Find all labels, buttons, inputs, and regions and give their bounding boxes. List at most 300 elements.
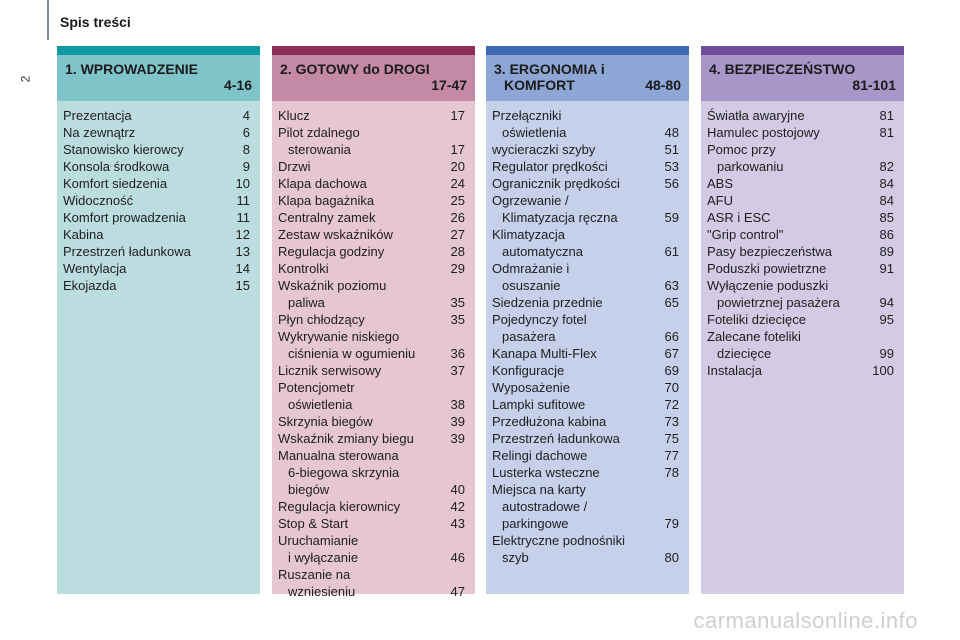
toc-entry-page: 70 (664, 380, 679, 395)
toc-entry[interactable] (492, 226, 679, 260)
toc-entry-title (707, 260, 874, 277)
toc-entry-page: 35 (450, 312, 465, 327)
toc-entry-title (278, 311, 445, 328)
toc-entry[interactable] (278, 447, 465, 498)
toc-entry-title (63, 175, 230, 192)
toc-entry-title (63, 124, 237, 141)
toc-entry-title (492, 430, 659, 447)
toc-entry-title (278, 107, 445, 124)
toc-entry-line: Hamulec postojowy (707, 125, 820, 140)
toc-entry[interactable] (492, 107, 679, 141)
toc-entry-line: powietrznej pasażera (717, 295, 840, 310)
toc-entry-page: 85 (879, 210, 894, 225)
toc-entry-page: 11 (236, 193, 250, 208)
toc-entry-line: Regulacja kierownicy (278, 499, 401, 514)
section-entries (701, 101, 904, 594)
toc-entry-title (278, 124, 445, 158)
toc-entry-page: 53 (664, 159, 679, 174)
toc-entry-line: Licznik serwisowy (278, 363, 382, 378)
toc-entry-line: Kabina (63, 227, 104, 242)
toc-entry-line: szyb (502, 550, 529, 565)
section-title: 2. GOTOWY do DROGI (280, 61, 430, 77)
toc-entry[interactable] (278, 430, 465, 447)
toc-entry[interactable] (278, 515, 465, 532)
toc-entry-page: 81 (879, 108, 894, 123)
toc-entry-page: 72 (664, 397, 679, 412)
toc-entry-line: Siedzenia przednie (492, 295, 603, 310)
toc-entry-line: Konfiguracje (492, 363, 565, 378)
toc-entry-title (492, 158, 659, 175)
toc-entry-line: Regulacja godziny (278, 244, 385, 259)
toc-entry-line: AFU (707, 193, 733, 208)
toc-entry-line: Wskaźnik zmiany biegu (278, 431, 414, 446)
toc-entry-line: Pojedynczy fotel (492, 312, 587, 327)
toc-entry-line: Poduszki powietrzne (707, 261, 827, 276)
toc-entry-line: i wyłączanie (288, 550, 359, 565)
toc-entry-line: Światła awaryjne (707, 108, 805, 123)
section-introduction (57, 46, 260, 594)
toc-entry-line: wycieraczki szyby (492, 142, 596, 157)
toc-entry-line: Skrzynia biegów (278, 414, 373, 429)
toc-entry-page: 13 (235, 244, 250, 259)
toc-entry-page: 67 (664, 346, 679, 361)
toc-entry-line: Klucz (278, 108, 310, 123)
toc-entry-line: Przełączniki (492, 108, 562, 123)
toc-entry-title (492, 396, 659, 413)
toc-entry[interactable] (707, 175, 894, 192)
toc-entry-line: Ruszanie na (278, 567, 351, 582)
toc-entry-title (707, 141, 874, 175)
toc-entry-line: Pomoc przy (707, 142, 776, 157)
toc-entry-line: ABS (707, 176, 734, 191)
toc-entry-title (707, 311, 874, 328)
toc-entry-line: Kontrolki (278, 261, 329, 276)
toc-entry-page: 26 (450, 210, 465, 225)
toc-entry-title (492, 362, 659, 379)
toc-entry-title (278, 498, 445, 515)
toc-entry-line: sterowania (288, 142, 351, 157)
toc-entry-title (707, 226, 874, 243)
toc-entry[interactable] (707, 260, 894, 277)
toc-entry[interactable] (63, 107, 250, 124)
toc-entry-page: 24 (450, 176, 465, 191)
toc-entry-line: Lampki sufitowe (492, 397, 586, 412)
toc-entry-line: Elektryczne podnośniki (492, 533, 625, 548)
toc-entry[interactable] (492, 158, 679, 175)
toc-entry[interactable] (278, 158, 465, 175)
toc-entry[interactable] (278, 532, 465, 566)
toc-entry-line: Prezentacja (63, 108, 132, 123)
toc-entry[interactable] (63, 124, 250, 141)
toc-entry[interactable] (707, 107, 894, 124)
toc-entry[interactable] (492, 345, 679, 362)
toc-entry-line: Lusterka wsteczne (492, 465, 600, 480)
toc-entry-line: Centralny zamek (278, 210, 376, 225)
toc-entry-page: 59 (664, 210, 679, 225)
toc-entry-page: 95 (879, 312, 894, 327)
toc-entry[interactable] (707, 124, 894, 141)
section-heading[interactable] (701, 55, 904, 101)
toc-entry-title (63, 107, 237, 124)
toc-entry-page: 69 (664, 363, 679, 378)
toc-entry-title (63, 277, 230, 294)
toc-entry[interactable] (492, 192, 679, 226)
toc-entry[interactable] (492, 430, 679, 447)
toc-entry-title (278, 447, 445, 498)
toc-entry-title (63, 260, 230, 277)
toc-entry-line: Klapa dachowa (278, 176, 367, 191)
toc-entry-line: Ogrzewanie / (492, 193, 569, 208)
toc-entry-title (278, 413, 445, 430)
toc-entry[interactable] (707, 277, 894, 311)
toc-entry-line: Stop & Start (278, 516, 349, 531)
toc-entry-page: 48 (664, 125, 679, 140)
toc-entry-page: 17 (450, 142, 465, 157)
toc-entry-page: 86 (879, 227, 894, 242)
toc-entry-title (278, 175, 445, 192)
toc-entry[interactable] (492, 141, 679, 158)
toc-entry-title (492, 345, 659, 362)
section-title: 1. WPROWADZENIE (65, 61, 199, 77)
left-rule (47, 0, 49, 40)
toc-entry[interactable] (492, 294, 679, 311)
section-heading[interactable] (486, 55, 689, 101)
toc-entry-title (63, 192, 231, 209)
toc-entry[interactable] (707, 362, 894, 379)
toc-entry-line: Manualna sterowana (278, 448, 399, 463)
toc-entry-title (492, 447, 659, 464)
section-page-range: 4-16 (223, 77, 252, 93)
toc-entry-title (492, 379, 659, 396)
toc-entry-page: 51 (664, 142, 679, 157)
toc-entry-title (707, 277, 874, 311)
toc-entry-page: 28 (450, 244, 465, 259)
toc-entry[interactable] (707, 328, 894, 362)
toc-entry[interactable] (63, 175, 250, 192)
toc-entry-page: 25 (450, 193, 465, 208)
toc-entry[interactable] (63, 209, 250, 226)
toc-entry-page: 9 (242, 159, 250, 174)
section-color-bar (701, 46, 904, 55)
toc-entry[interactable] (278, 243, 465, 260)
toc-entry-page: 46 (450, 550, 465, 565)
toc-entry-line: Klapa bagażnika (278, 193, 375, 208)
toc-entry-line: Zestaw wskaźników (278, 227, 393, 242)
section-entries (272, 101, 475, 599)
toc-entry-line: ASR i ESC (707, 210, 771, 225)
toc-entry-line: Konsola środkowa (63, 159, 170, 174)
toc-entry-title (492, 192, 659, 226)
toc-entry-title (278, 277, 445, 311)
toc-entry[interactable] (63, 141, 250, 158)
toc-entry-title (492, 532, 659, 566)
toc-entry-title (278, 328, 445, 362)
toc-entry-title (278, 158, 445, 175)
toc-entry-page: 29 (450, 261, 465, 276)
toc-entry-line: ciśnienia w ogumieniu (288, 346, 416, 361)
toc-entry-title (63, 158, 237, 175)
toc-entry-line: Wskaźnik poziomu (278, 278, 387, 293)
toc-entry-line: Wentylacja (63, 261, 127, 276)
toc-entry-line: Drzwi (278, 159, 311, 174)
toc-entry-page: 20 (450, 159, 465, 174)
toc-entry-title (707, 107, 874, 124)
toc-entry-line: Przestrzeń ładunkowa (492, 431, 620, 446)
toc-entry-page: 8 (242, 142, 250, 157)
toc-entry-title (492, 311, 659, 345)
toc-entry[interactable] (278, 277, 465, 311)
toc-entry-line: oświetlenia (502, 125, 567, 140)
toc-entry[interactable] (278, 124, 465, 158)
toc-entry-title (63, 243, 230, 260)
toc-entry-line: Ogranicznik prędkości (492, 176, 620, 191)
toc-entry-title (278, 515, 445, 532)
toc-entry-title (492, 413, 659, 430)
toc-entry-page: 17 (450, 108, 465, 123)
toc-entry-page: 27 (450, 227, 465, 242)
toc-entry-line: Instalacja (707, 363, 762, 378)
toc-entry-title (492, 260, 659, 294)
section-color-bar (57, 46, 260, 55)
toc-entry-page: 66 (664, 329, 679, 344)
toc-entry-page: 15 (235, 278, 250, 293)
toc-entry-line: Miejsca na karty (492, 482, 586, 497)
toc-entry[interactable] (492, 413, 679, 430)
toc-entry-page: 80 (664, 550, 679, 565)
watermark: carmanualsonline.info (693, 608, 918, 633)
toc-entry-line: parkingowe (502, 516, 569, 531)
toc-entry-line: Foteliki dziecięce (707, 312, 806, 327)
toc-entry-page: 11 (236, 210, 250, 225)
toc-entry-page: 89 (879, 244, 894, 259)
toc-entry-line: Klimatyzacja ręczna (502, 210, 618, 225)
toc-entry[interactable] (278, 413, 465, 430)
toc-entry[interactable] (63, 158, 250, 175)
toc-entry[interactable] (63, 260, 250, 277)
toc-entry-line: Potencjometr (278, 380, 355, 395)
toc-entry-title (707, 192, 874, 209)
toc-entry-page: 63 (664, 278, 679, 293)
page-number: 2 (18, 75, 33, 83)
toc-entry[interactable] (492, 362, 679, 379)
toc-entry-line: osuszanie (502, 278, 561, 293)
toc-entry-line: Stanowisko kierowcy (63, 142, 184, 157)
toc-entry-page: 78 (664, 465, 679, 480)
toc-entry[interactable] (278, 209, 465, 226)
toc-entry-line: Komfort siedzenia (63, 176, 168, 191)
toc-entry-title (707, 243, 874, 260)
toc-entry[interactable] (63, 277, 250, 294)
toc-entry-title (707, 175, 874, 192)
toc-entry[interactable] (492, 481, 679, 532)
toc-entry-page: 4 (242, 108, 250, 123)
section-title: 4. BEZPIECZEŃSTWO (709, 61, 856, 77)
toc-entry-page: 39 (450, 431, 465, 446)
toc-entry-page: 82 (879, 159, 894, 174)
toc-entry[interactable] (278, 362, 465, 379)
toc-entry-line: parkowaniu (717, 159, 784, 174)
toc-entry-page: 47 (450, 584, 465, 599)
section-page-range: 17-47 (431, 77, 467, 93)
toc-entry-title (278, 362, 445, 379)
toc-entry-page: 42 (450, 499, 465, 514)
toc-entry-line: "Grip control" (707, 227, 784, 242)
toc-entry[interactable] (707, 243, 894, 260)
toc-entry-line: Ekojazda (63, 278, 117, 293)
toc-entry-line: dziecięce (717, 346, 772, 361)
toc-entry-title (278, 192, 445, 209)
toc-entry-page: 91 (879, 261, 894, 276)
toc-entry-line: automatyczna (502, 244, 583, 259)
toc-entry-page: 14 (235, 261, 250, 276)
toc-entry-page: 99 (879, 346, 894, 361)
toc-entry[interactable] (707, 311, 894, 328)
toc-entry-line: Pilot zdalnego (278, 125, 360, 140)
section-title: 3. ERGONOMIA i (494, 61, 605, 77)
toc-entry-page: 38 (450, 397, 465, 412)
section-safety (701, 46, 904, 594)
toc-entry-line: paliwa (288, 295, 325, 310)
section-title-line2: KOMFORT (504, 77, 575, 93)
toc-entry[interactable] (278, 566, 465, 600)
toc-entry-page: 79 (664, 516, 679, 531)
toc-entry[interactable] (278, 192, 465, 209)
toc-entry-line: Płyn chłodzący (278, 312, 365, 327)
toc-entry[interactable] (278, 311, 465, 328)
toc-entry-page: 84 (879, 176, 894, 191)
toc-entry-title (278, 566, 445, 600)
toc-entry[interactable] (492, 175, 679, 192)
toc-entry-line: oświetlenia (288, 397, 353, 412)
toc-entry-title (278, 532, 445, 566)
toc-entry-title (492, 141, 659, 158)
toc-entry[interactable] (63, 243, 250, 260)
toc-entry-title (278, 243, 445, 260)
toc-entry-title (278, 260, 445, 277)
toc-entry[interactable] (707, 226, 894, 243)
section-entries (486, 101, 689, 594)
toc-entry[interactable] (707, 141, 894, 175)
section-color-bar (272, 46, 475, 55)
toc-entry[interactable] (278, 175, 465, 192)
toc-entry[interactable] (278, 498, 465, 515)
toc-entry[interactable] (278, 226, 465, 243)
toc-entry-title (707, 209, 874, 226)
toc-entry-page: 75 (664, 431, 679, 446)
section-heading[interactable] (57, 55, 260, 101)
toc-entry-line: autostradowe / (502, 499, 588, 514)
toc-entry-line: Odmrażanie i (492, 261, 570, 276)
toc-entry-line: pasażera (502, 329, 556, 344)
toc-entry-line: Wykrywanie niskiego (278, 329, 400, 344)
toc-entry-line: Pasy bezpieczeństwa (707, 244, 833, 259)
section-ready-to-drive (272, 46, 475, 599)
toc-entry-title (278, 226, 445, 243)
toc-entry[interactable] (707, 209, 894, 226)
toc-entry-page: 10 (235, 176, 250, 191)
toc-entry[interactable] (492, 311, 679, 345)
toc-entry-title (492, 226, 659, 260)
toc-entry-page: 65 (664, 295, 679, 310)
page-title: Spis treści (60, 14, 131, 30)
toc-entry-page: 39 (450, 414, 465, 429)
toc-entry[interactable] (63, 226, 250, 243)
toc-entry-line: Klimatyzacja (492, 227, 565, 242)
toc-entry-title (707, 328, 874, 362)
toc-entry-page: 35 (450, 295, 465, 310)
toc-entry[interactable] (278, 107, 465, 124)
toc-entry-line: Wyposażenie (492, 380, 570, 395)
toc-entry-line: Wyłączenie poduszki (707, 278, 829, 293)
section-page-range: 81-101 (852, 77, 896, 93)
toc-entry-page: 77 (664, 448, 679, 463)
toc-entry-page: 61 (664, 244, 679, 259)
toc-entry-title (707, 124, 874, 141)
section-heading[interactable] (272, 55, 475, 101)
toc-entry[interactable] (492, 447, 679, 464)
toc-entry-title (492, 481, 659, 532)
toc-entry-page: 37 (450, 363, 465, 378)
toc-entry[interactable] (492, 464, 679, 481)
toc-entry-page: 81 (879, 125, 894, 140)
toc-entry-line: Relingi dachowe (492, 448, 588, 463)
toc-entry-page: 40 (450, 482, 465, 497)
toc-entry-title (278, 379, 445, 413)
toc-entry-title (492, 107, 659, 141)
toc-entry[interactable] (278, 379, 465, 413)
toc-entry-line: Przestrzeń ładunkowa (63, 244, 191, 259)
toc-entry-line: Przedłużona kabina (492, 414, 607, 429)
toc-entry[interactable] (492, 396, 679, 413)
toc-entry-title (63, 141, 237, 158)
toc-entry-title (278, 209, 445, 226)
toc-entry-line: Kanapa Multi-Flex (492, 346, 597, 361)
toc-entry-page: 100 (872, 363, 894, 378)
toc-entry-page: 73 (664, 414, 679, 429)
toc-entry-page: 94 (879, 295, 894, 310)
toc-entry-title (492, 175, 659, 192)
toc-entry-title (63, 209, 231, 226)
toc-entry[interactable] (492, 532, 679, 566)
section-color-bar (486, 46, 689, 55)
toc-entry[interactable] (492, 260, 679, 294)
toc-entry-page: 12 (235, 227, 250, 242)
toc-entry-line: Komfort prowadzenia (63, 210, 186, 225)
toc-entry-line: Zalecane foteliki (707, 329, 801, 344)
toc-entry-line: wzniesieniu (288, 584, 356, 599)
toc-entry-line: biegów (288, 482, 330, 497)
toc-entry[interactable] (278, 260, 465, 277)
toc-entry-line: Widoczność (63, 193, 134, 208)
toc-entry-title (492, 464, 659, 481)
section-entries (57, 101, 260, 594)
toc-entry-line: Regulator prędkości (492, 159, 608, 174)
toc-entry-page: 43 (450, 516, 465, 531)
toc-entry-line: Uruchamianie (278, 533, 359, 548)
toc-entry-title (492, 294, 659, 311)
toc-entry[interactable] (278, 328, 465, 362)
toc-entry-title (278, 430, 445, 447)
toc-entry-page: 56 (664, 176, 679, 191)
section-page-range: 48-80 (645, 77, 681, 93)
toc-entry-page: 36 (450, 346, 465, 361)
toc-entry[interactable] (492, 379, 679, 396)
toc-entry-line: Na zewnątrz (63, 125, 136, 140)
toc-entry[interactable] (707, 192, 894, 209)
section-ergonomics-comfort (486, 46, 689, 594)
toc-entry[interactable] (63, 192, 250, 209)
toc-entry-line: 6-biegowa skrzynia (288, 465, 400, 480)
